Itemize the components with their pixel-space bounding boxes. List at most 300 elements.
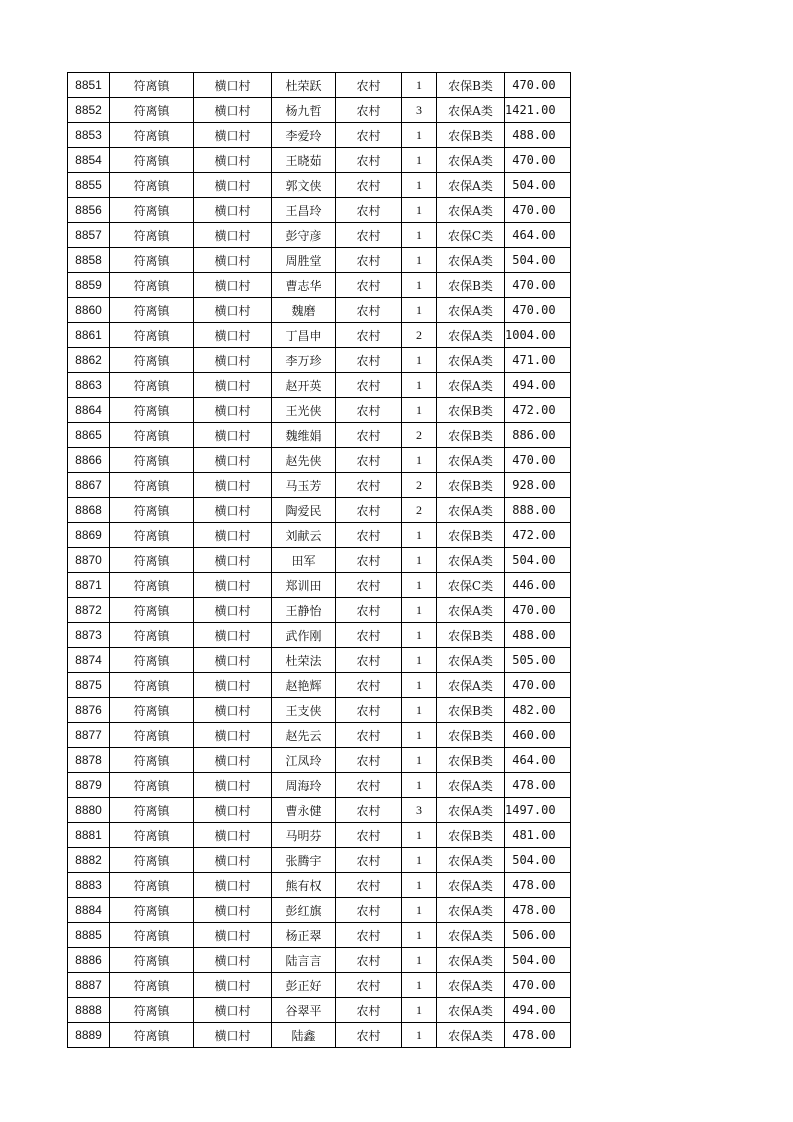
town-cell: 符离镇 (110, 248, 194, 273)
village-cell: 横口村 (194, 598, 272, 623)
category-cell: 农保A类 (437, 198, 505, 223)
town-cell: 符离镇 (110, 973, 194, 998)
table-body (68, 73, 571, 1048)
count-cell: 2 (402, 423, 437, 448)
record-table (67, 72, 571, 1048)
count-cell: 1 (402, 898, 437, 923)
category-cell: 农保A类 (437, 448, 505, 473)
town-cell: 符离镇 (110, 573, 194, 598)
category-cell: 农保A类 (437, 648, 505, 673)
type-cell: 农村 (336, 898, 402, 923)
type-cell: 农村 (336, 98, 402, 123)
row-id-cell: 8876 (68, 698, 110, 723)
category-cell: 农保B类 (437, 423, 505, 448)
category-cell: 农保A类 (437, 948, 505, 973)
row-id-cell: 8857 (68, 223, 110, 248)
amount-cell: 470.00 (505, 273, 571, 298)
amount-cell: 482.00 (505, 698, 571, 723)
amount-cell: 464.00 (505, 748, 571, 773)
table-row (68, 573, 571, 598)
row-id-cell: 8859 (68, 273, 110, 298)
type-cell: 农村 (336, 598, 402, 623)
type-cell: 农村 (336, 723, 402, 748)
village-cell: 横口村 (194, 248, 272, 273)
table-row (68, 448, 571, 473)
amount-cell: 460.00 (505, 723, 571, 748)
table-row (68, 648, 571, 673)
name-cell: 王光侠 (272, 398, 336, 423)
village-cell: 横口村 (194, 273, 272, 298)
table-row (68, 523, 571, 548)
village-cell: 横口村 (194, 348, 272, 373)
amount-cell: 470.00 (505, 298, 571, 323)
village-cell: 横口村 (194, 198, 272, 223)
table-row (68, 73, 571, 98)
village-cell: 横口村 (194, 223, 272, 248)
amount-cell: 506.00 (505, 923, 571, 948)
table-row (68, 973, 571, 998)
count-cell: 1 (402, 523, 437, 548)
table-row (68, 298, 571, 323)
type-cell: 农村 (336, 973, 402, 998)
row-id-cell: 8873 (68, 623, 110, 648)
name-cell: 江凤玲 (272, 748, 336, 773)
count-cell: 1 (402, 873, 437, 898)
row-id-cell: 8875 (68, 673, 110, 698)
name-cell: 王昌玲 (272, 198, 336, 223)
amount-cell: 478.00 (505, 898, 571, 923)
name-cell: 魏磨 (272, 298, 336, 323)
village-cell: 横口村 (194, 748, 272, 773)
name-cell: 李爱玲 (272, 123, 336, 148)
row-id-cell: 8877 (68, 723, 110, 748)
count-cell: 1 (402, 123, 437, 148)
name-cell: 马玉芳 (272, 473, 336, 498)
village-cell: 横口村 (194, 698, 272, 723)
type-cell: 农村 (336, 873, 402, 898)
table-row (68, 873, 571, 898)
category-cell: 农保B类 (437, 623, 505, 648)
type-cell: 农村 (336, 498, 402, 523)
category-cell: 农保C类 (437, 573, 505, 598)
name-cell: 王支侠 (272, 698, 336, 723)
type-cell: 农村 (336, 998, 402, 1023)
row-id-cell: 8868 (68, 498, 110, 523)
village-cell: 横口村 (194, 723, 272, 748)
count-cell: 1 (402, 673, 437, 698)
name-cell: 陆言言 (272, 948, 336, 973)
amount-cell: 470.00 (505, 973, 571, 998)
type-cell: 农村 (336, 348, 402, 373)
count-cell: 1 (402, 698, 437, 723)
table-row (68, 723, 571, 748)
type-cell: 农村 (336, 948, 402, 973)
type-cell: 农村 (336, 298, 402, 323)
type-cell: 农村 (336, 473, 402, 498)
category-cell: 农保A类 (437, 973, 505, 998)
village-cell: 横口村 (194, 373, 272, 398)
amount-cell: 478.00 (505, 1023, 571, 1048)
village-cell: 横口村 (194, 823, 272, 848)
row-id-cell: 8867 (68, 473, 110, 498)
row-id-cell: 8851 (68, 73, 110, 98)
count-cell: 1 (402, 848, 437, 873)
type-cell: 农村 (336, 398, 402, 423)
town-cell: 符离镇 (110, 548, 194, 573)
count-cell: 1 (402, 923, 437, 948)
category-cell: 农保B类 (437, 723, 505, 748)
town-cell: 符离镇 (110, 898, 194, 923)
name-cell: 刘献云 (272, 523, 336, 548)
name-cell: 郑训田 (272, 573, 336, 598)
town-cell: 符离镇 (110, 523, 194, 548)
town-cell: 符离镇 (110, 773, 194, 798)
table-row (68, 373, 571, 398)
category-cell: 农保B类 (437, 473, 505, 498)
row-id-cell: 8869 (68, 523, 110, 548)
type-cell: 农村 (336, 123, 402, 148)
name-cell: 杨九哲 (272, 98, 336, 123)
name-cell: 杜荣跃 (272, 73, 336, 98)
name-cell: 魏维娟 (272, 423, 336, 448)
table-row (68, 273, 571, 298)
count-cell: 1 (402, 373, 437, 398)
table-row (68, 798, 571, 823)
table-row (68, 948, 571, 973)
amount-cell: 504.00 (505, 948, 571, 973)
village-cell: 横口村 (194, 848, 272, 873)
amount-cell: 478.00 (505, 773, 571, 798)
village-cell: 横口村 (194, 98, 272, 123)
town-cell: 符离镇 (110, 473, 194, 498)
category-cell: 农保A类 (437, 98, 505, 123)
type-cell: 农村 (336, 448, 402, 473)
village-cell: 横口村 (194, 923, 272, 948)
count-cell: 1 (402, 348, 437, 373)
name-cell: 彭守彦 (272, 223, 336, 248)
count-cell: 1 (402, 273, 437, 298)
table-row (68, 198, 571, 223)
table-row (68, 123, 571, 148)
village-cell: 横口村 (194, 673, 272, 698)
amount-cell: 472.00 (505, 398, 571, 423)
category-cell: 农保A类 (437, 923, 505, 948)
table-row (68, 548, 571, 573)
name-cell: 田军 (272, 548, 336, 573)
row-id-cell: 8854 (68, 148, 110, 173)
town-cell: 符离镇 (110, 673, 194, 698)
table-row (68, 423, 571, 448)
row-id-cell: 8889 (68, 1023, 110, 1048)
name-cell: 赵开英 (272, 373, 336, 398)
table-row (68, 248, 571, 273)
row-id-cell: 8865 (68, 423, 110, 448)
count-cell: 1 (402, 198, 437, 223)
name-cell: 赵先侠 (272, 448, 336, 473)
type-cell: 农村 (336, 423, 402, 448)
amount-cell: 464.00 (505, 223, 571, 248)
type-cell: 农村 (336, 773, 402, 798)
count-cell: 3 (402, 798, 437, 823)
count-cell: 1 (402, 148, 437, 173)
category-cell: 农保A类 (437, 498, 505, 523)
table-row (68, 98, 571, 123)
category-cell: 农保B类 (437, 398, 505, 423)
village-cell: 横口村 (194, 498, 272, 523)
village-cell: 横口村 (194, 798, 272, 823)
town-cell: 符离镇 (110, 948, 194, 973)
amount-cell: 471.00 (505, 348, 571, 373)
count-cell: 1 (402, 448, 437, 473)
name-cell: 赵艳辉 (272, 673, 336, 698)
type-cell: 农村 (336, 798, 402, 823)
count-cell: 1 (402, 398, 437, 423)
count-cell: 3 (402, 98, 437, 123)
town-cell: 符离镇 (110, 273, 194, 298)
table-row (68, 998, 571, 1023)
category-cell: 农保A类 (437, 598, 505, 623)
count-cell: 1 (402, 573, 437, 598)
amount-cell: 446.00 (505, 573, 571, 598)
village-cell: 横口村 (194, 448, 272, 473)
count-cell: 1 (402, 773, 437, 798)
town-cell: 符离镇 (110, 348, 194, 373)
row-id-cell: 8885 (68, 923, 110, 948)
category-cell: 农保B类 (437, 123, 505, 148)
table-row (68, 398, 571, 423)
town-cell: 符离镇 (110, 923, 194, 948)
town-cell: 符离镇 (110, 623, 194, 648)
count-cell: 1 (402, 973, 437, 998)
town-cell: 符离镇 (110, 223, 194, 248)
category-cell: 农保A类 (437, 323, 505, 348)
category-cell: 农保A类 (437, 773, 505, 798)
row-id-cell: 8853 (68, 123, 110, 148)
count-cell: 1 (402, 223, 437, 248)
row-id-cell: 8860 (68, 298, 110, 323)
category-cell: 农保B类 (437, 698, 505, 723)
town-cell: 符离镇 (110, 748, 194, 773)
count-cell: 1 (402, 173, 437, 198)
amount-cell: 928.00 (505, 473, 571, 498)
table-row (68, 848, 571, 873)
count-cell: 1 (402, 998, 437, 1023)
amount-cell: 478.00 (505, 873, 571, 898)
count-cell: 1 (402, 598, 437, 623)
category-cell: 农保C类 (437, 223, 505, 248)
row-id-cell: 8886 (68, 948, 110, 973)
category-cell: 农保A类 (437, 348, 505, 373)
category-cell: 农保B类 (437, 823, 505, 848)
count-cell: 1 (402, 1023, 437, 1048)
town-cell: 符离镇 (110, 148, 194, 173)
name-cell: 郭文侠 (272, 173, 336, 198)
row-id-cell: 8882 (68, 848, 110, 873)
category-cell: 农保A类 (437, 548, 505, 573)
amount-cell: 504.00 (505, 248, 571, 273)
table-row (68, 598, 571, 623)
type-cell: 农村 (336, 673, 402, 698)
village-cell: 横口村 (194, 398, 272, 423)
category-cell: 农保A类 (437, 998, 505, 1023)
count-cell: 1 (402, 723, 437, 748)
town-cell: 符离镇 (110, 648, 194, 673)
town-cell: 符离镇 (110, 323, 194, 348)
category-cell: 农保A类 (437, 848, 505, 873)
category-cell: 农保B类 (437, 523, 505, 548)
count-cell: 1 (402, 73, 437, 98)
village-cell: 横口村 (194, 323, 272, 348)
amount-cell: 494.00 (505, 998, 571, 1023)
count-cell: 1 (402, 248, 437, 273)
village-cell: 横口村 (194, 73, 272, 98)
row-id-cell: 8874 (68, 648, 110, 673)
name-cell: 曹志华 (272, 273, 336, 298)
town-cell: 符离镇 (110, 848, 194, 873)
row-id-cell: 8864 (68, 398, 110, 423)
category-cell: 农保A类 (437, 798, 505, 823)
village-cell: 横口村 (194, 148, 272, 173)
type-cell: 农村 (336, 848, 402, 873)
name-cell: 陶爱民 (272, 498, 336, 523)
category-cell: 农保A类 (437, 373, 505, 398)
village-cell: 横口村 (194, 948, 272, 973)
type-cell: 农村 (336, 573, 402, 598)
row-id-cell: 8858 (68, 248, 110, 273)
town-cell: 符离镇 (110, 823, 194, 848)
row-id-cell: 8852 (68, 98, 110, 123)
table-row (68, 1023, 571, 1048)
town-cell: 符离镇 (110, 173, 194, 198)
amount-cell: 494.00 (505, 373, 571, 398)
village-cell: 横口村 (194, 123, 272, 148)
amount-cell: 1497.00 (505, 798, 571, 823)
count-cell: 1 (402, 948, 437, 973)
name-cell: 赵先云 (272, 723, 336, 748)
type-cell: 农村 (336, 73, 402, 98)
amount-cell: 504.00 (505, 848, 571, 873)
town-cell: 符离镇 (110, 698, 194, 723)
category-cell: 农保A类 (437, 673, 505, 698)
name-cell: 曹永健 (272, 798, 336, 823)
name-cell: 谷翠平 (272, 998, 336, 1023)
category-cell: 农保B类 (437, 748, 505, 773)
amount-cell: 488.00 (505, 623, 571, 648)
town-cell: 符离镇 (110, 298, 194, 323)
name-cell: 周海玲 (272, 773, 336, 798)
amount-cell: 488.00 (505, 123, 571, 148)
name-cell: 彭正好 (272, 973, 336, 998)
amount-cell: 472.00 (505, 523, 571, 548)
type-cell: 农村 (336, 248, 402, 273)
village-cell: 横口村 (194, 773, 272, 798)
town-cell: 符离镇 (110, 873, 194, 898)
town-cell: 符离镇 (110, 598, 194, 623)
town-cell: 符离镇 (110, 1023, 194, 1048)
row-id-cell: 8872 (68, 598, 110, 623)
row-id-cell: 8883 (68, 873, 110, 898)
village-cell: 横口村 (194, 523, 272, 548)
amount-cell: 504.00 (505, 548, 571, 573)
village-cell: 横口村 (194, 1023, 272, 1048)
amount-cell: 886.00 (505, 423, 571, 448)
count-cell: 2 (402, 473, 437, 498)
town-cell: 符离镇 (110, 998, 194, 1023)
village-cell: 横口村 (194, 423, 272, 448)
type-cell: 农村 (336, 548, 402, 573)
type-cell: 农村 (336, 823, 402, 848)
type-cell: 农村 (336, 923, 402, 948)
count-cell: 2 (402, 498, 437, 523)
type-cell: 农村 (336, 148, 402, 173)
name-cell: 杜荣法 (272, 648, 336, 673)
table-row (68, 773, 571, 798)
town-cell: 符离镇 (110, 448, 194, 473)
count-cell: 1 (402, 823, 437, 848)
row-id-cell: 8861 (68, 323, 110, 348)
village-cell: 横口村 (194, 898, 272, 923)
name-cell: 熊有权 (272, 873, 336, 898)
name-cell: 陆鑫 (272, 1023, 336, 1048)
village-cell: 横口村 (194, 298, 272, 323)
village-cell: 横口村 (194, 973, 272, 998)
category-cell: 农保A类 (437, 298, 505, 323)
category-cell: 农保A类 (437, 173, 505, 198)
name-cell: 杨正翠 (272, 923, 336, 948)
table-row (68, 473, 571, 498)
amount-cell: 470.00 (505, 148, 571, 173)
name-cell: 王晓茹 (272, 148, 336, 173)
category-cell: 农保B类 (437, 273, 505, 298)
type-cell: 农村 (336, 198, 402, 223)
table-row (68, 823, 571, 848)
name-cell: 武作刚 (272, 623, 336, 648)
town-cell: 符离镇 (110, 373, 194, 398)
type-cell: 农村 (336, 698, 402, 723)
name-cell: 张腾宇 (272, 848, 336, 873)
row-id-cell: 8866 (68, 448, 110, 473)
table-row (68, 323, 571, 348)
name-cell: 周胜堂 (272, 248, 336, 273)
row-id-cell: 8855 (68, 173, 110, 198)
row-id-cell: 8878 (68, 748, 110, 773)
table-row (68, 148, 571, 173)
table-row (68, 498, 571, 523)
town-cell: 符离镇 (110, 498, 194, 523)
amount-cell: 470.00 (505, 598, 571, 623)
name-cell: 马明芬 (272, 823, 336, 848)
row-id-cell: 8862 (68, 348, 110, 373)
row-id-cell: 8887 (68, 973, 110, 998)
table-row (68, 898, 571, 923)
name-cell: 彭红旗 (272, 898, 336, 923)
type-cell: 农村 (336, 173, 402, 198)
amount-cell: 1421.00 (505, 98, 571, 123)
count-cell: 1 (402, 298, 437, 323)
type-cell: 农村 (336, 648, 402, 673)
table-row (68, 698, 571, 723)
count-cell: 1 (402, 648, 437, 673)
amount-cell: 1004.00 (505, 323, 571, 348)
count-cell: 1 (402, 548, 437, 573)
village-cell: 横口村 (194, 548, 272, 573)
row-id-cell: 8888 (68, 998, 110, 1023)
row-id-cell: 8881 (68, 823, 110, 848)
row-id-cell: 8870 (68, 548, 110, 573)
amount-cell: 504.00 (505, 173, 571, 198)
village-cell: 横口村 (194, 873, 272, 898)
amount-cell: 481.00 (505, 823, 571, 848)
